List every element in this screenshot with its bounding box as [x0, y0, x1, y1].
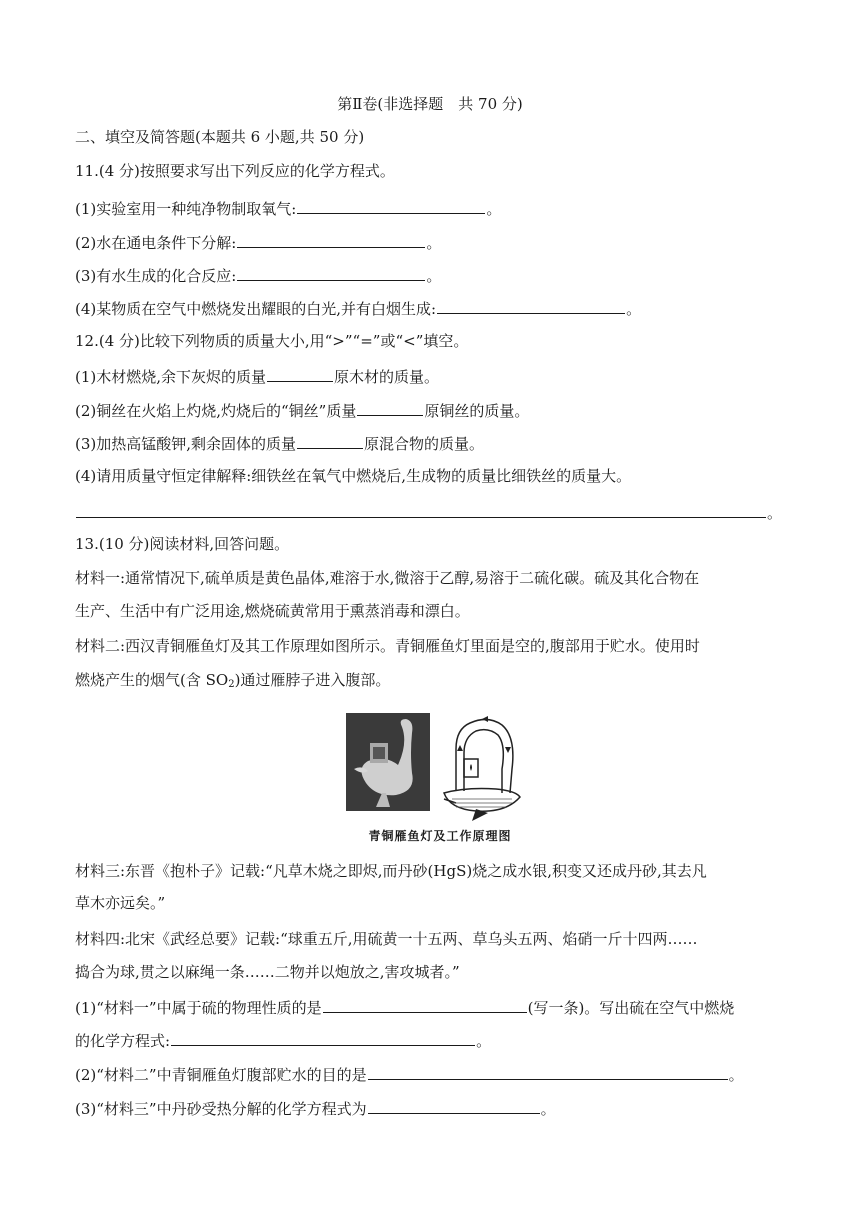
goose-lamp-image	[346, 713, 430, 811]
material-4-line-2: 捣合为球,贯之以麻绳一条……二物并以炮放之,害攻城者。”	[75, 963, 460, 981]
material-2-line-1: 材料二:西汉青铜雁鱼灯及其工作原理如图所示。青铜雁鱼灯里面是空的,腹部用于贮水。使用时	[75, 637, 700, 655]
lamp-figure	[340, 705, 540, 845]
q12-item-2	[75, 399, 529, 421]
working-principle-diagram	[436, 709, 532, 821]
material-4-line-1: 材料四:北宋《武经总要》记载:“球重五斤,用硫黄一十五两、草乌头五两、焰硝一斤十四两……	[75, 930, 698, 948]
end-mark: 。	[426, 234, 442, 252]
end-mark: 。	[476, 1032, 492, 1050]
q11-item-3-text: (3)有水生成的化合反应:	[75, 267, 237, 285]
q12-item-1-after: 原木材的质量。	[334, 368, 440, 386]
section-title: 第Ⅱ卷(非选择题 共 70 分)	[337, 95, 523, 113]
end-mark: 。	[426, 267, 442, 285]
q11-item-4	[75, 297, 641, 319]
end-mark: 。	[486, 200, 502, 218]
end-mark: 。	[540, 1100, 556, 1118]
q13-answer-2-text: (2)“材料二”中青铜雁鱼灯腹部贮水的目的是	[75, 1066, 367, 1084]
answer-blank[interactable]	[297, 197, 485, 214]
q12-item-3-before: (3)加热高锰酸钾,剩余固体的质量	[75, 435, 297, 453]
q12-stem: 12.(4 分)比较下列物质的质量大小,用“>”“=”或“<”填空。	[75, 332, 469, 350]
material-2-text-b: )通过雁脖子进入腹部。	[234, 671, 391, 689]
q11-item-1-text: (1)实验室用一种纯净物制取氧气:	[75, 200, 297, 218]
material-2-line-2	[75, 670, 390, 690]
q12-item-2-after: 原铜丝的质量。	[424, 402, 530, 420]
q12-item-4: (4)请用质量守恒定律解释:细铁丝在氧气中燃烧后,生成物的质量比细铁丝的质量大。	[75, 467, 632, 485]
subscript: 2	[228, 679, 235, 690]
q13-answer-1-line-2	[75, 1029, 491, 1051]
q13-answer-1-line-1	[75, 996, 734, 1018]
q11-item-2	[75, 231, 441, 253]
material-3-line-1: 材料三:东晋《抱朴子》记载:“凡草木烧之即烬,而丹砂(HgS)烧之成水银,积变又还成丹砂,其去凡	[75, 862, 707, 880]
answer-blank[interactable]	[76, 501, 766, 518]
answer-blank[interactable]	[323, 996, 527, 1013]
q11-item-2-text: (2)水在通电条件下分解:	[75, 234, 237, 252]
q12-item-1	[75, 365, 439, 387]
material-1-line-1: 材料一:通常情况下,硫单质是黄色晶体,难溶于水,微溶于乙醇,易溶于二硫化碳。硫及其化合物在	[75, 569, 700, 587]
q12-item-1-before: (1)木材燃烧,余下灰烬的质量	[75, 368, 267, 386]
q13-answer-1-text-c: 的化学方程式:	[75, 1032, 171, 1050]
answer-blank[interactable]	[267, 365, 333, 382]
answer-blank[interactable]	[171, 1029, 475, 1046]
answer-blank[interactable]	[368, 1097, 540, 1114]
q13-answer-1-text-a: (1)“材料一”中属于硫的物理性质的是	[75, 999, 322, 1017]
answer-blank[interactable]	[368, 1063, 728, 1080]
q12-item-4-answer	[75, 501, 782, 523]
answer-blank[interactable]	[297, 432, 363, 449]
q11-item-1	[75, 197, 501, 219]
q13-answer-1-text-b: (写一条)。写出硫在空气中燃烧	[527, 999, 735, 1017]
q13-answer-2	[75, 1063, 744, 1085]
part-heading: 二、填空及简答题(本题共 6 小题,共 50 分)	[75, 128, 365, 146]
lamp-photo	[346, 713, 430, 811]
figure-caption: 青铜雁鱼灯及工作原理图	[368, 829, 512, 843]
material-2-text-a: 燃烧产生的烟气(含 SO	[75, 671, 229, 689]
material-3-line-2: 草木亦远矣。”	[75, 894, 166, 912]
material-1-line-2: 生产、生活中有广泛用途,燃烧硫黄常用于熏蒸消毒和漂白。	[75, 602, 470, 620]
q11-stem: 11.(4 分)按照要求写出下列反应的化学方程式。	[75, 162, 395, 180]
q12-item-3	[75, 432, 484, 454]
end-mark: 。	[728, 1066, 744, 1084]
answer-blank[interactable]	[357, 399, 423, 416]
q12-item-3-after: 原混合物的质量。	[364, 435, 485, 453]
end-mark: 。	[626, 300, 642, 318]
q11-item-4-text: (4)某物质在空气中燃烧发出耀眼的白光,并有白烟生成:	[75, 300, 437, 318]
q13-stem: 13.(10 分)阅读材料,回答问题。	[75, 535, 290, 553]
answer-blank[interactable]	[237, 231, 425, 248]
answer-blank[interactable]	[237, 264, 425, 281]
end-mark: 。	[767, 504, 783, 522]
answer-blank[interactable]	[437, 297, 625, 314]
q12-item-2-before: (2)铜丝在火焰上灼烧,灼烧后的“铜丝”质量	[75, 402, 357, 420]
q11-item-3	[75, 264, 441, 286]
q13-answer-3-text: (3)“材料三”中丹砂受热分解的化学方程式为	[75, 1100, 367, 1118]
q13-answer-3	[75, 1097, 556, 1119]
